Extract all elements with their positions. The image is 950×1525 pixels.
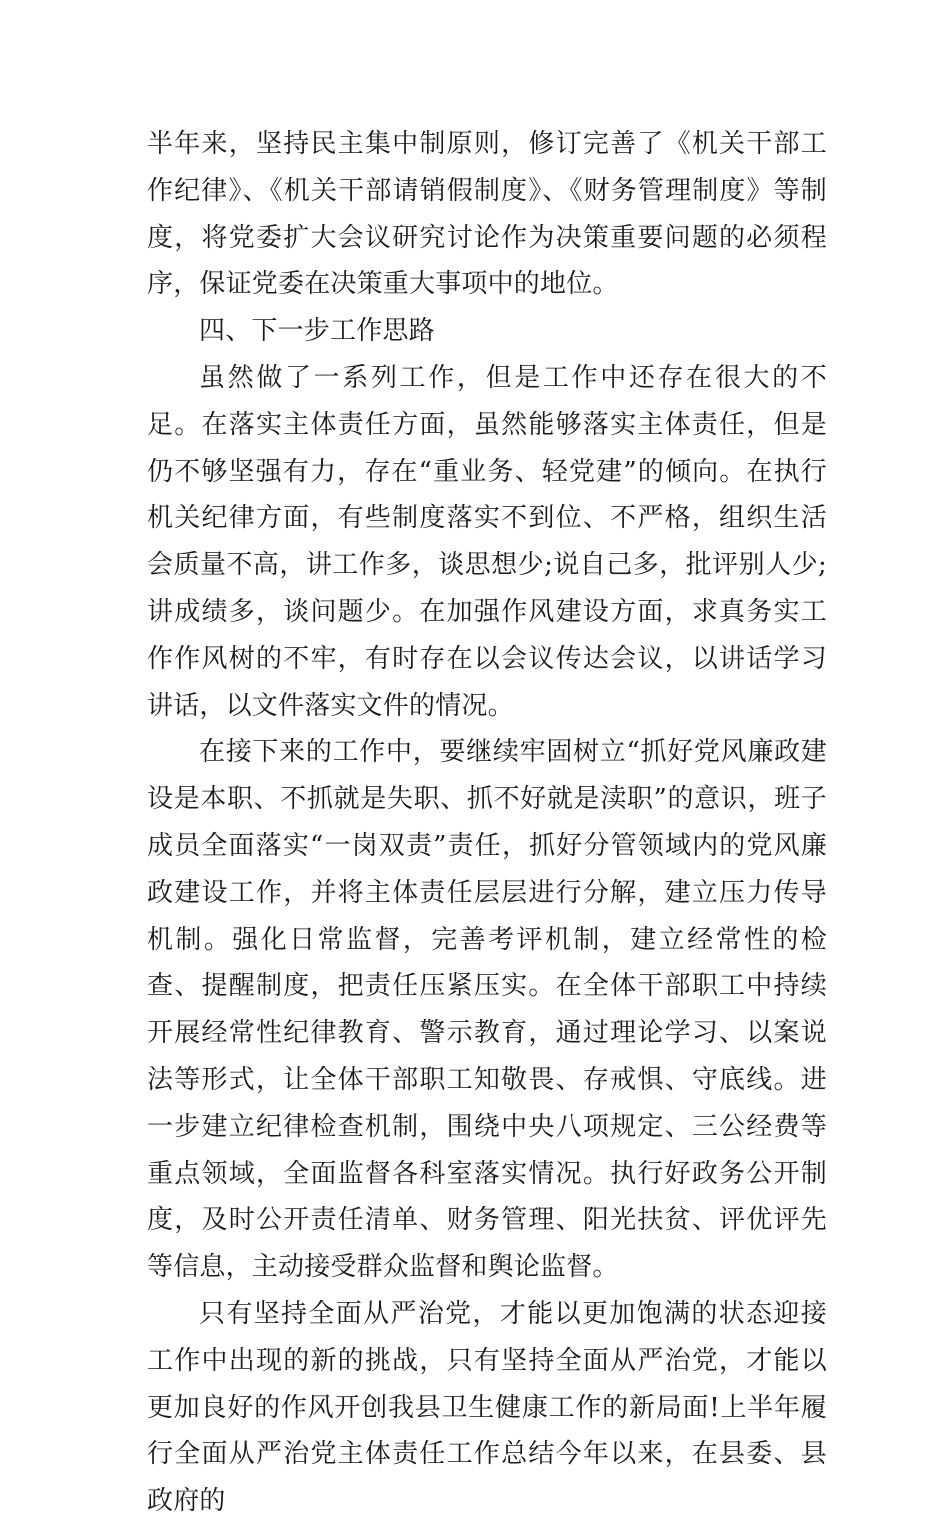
- paragraph-continuation: 半年来，坚持民主集中制原则，修订完善了《机关干部工作纪律》、《机关干部请销假制度》、《财务管理制度》等制度，将党委扩大会议研究讨论作为决策重要问题的必须程序，保证党委在决策重大事项中的地位。: [147, 129, 827, 300]
- paragraph-shortcomings: 虽然做了一系列工作，但是工作中还存在很大的不足。在落实主体责任方面，虽然能够落实主体责任，但是仍不够坚强有力，存在“重业务、轻党建”的倾向。在执行机关纪律方面，有些制度落实不到位、不严格，组织生活会质量不高，讲工作多，谈思想少;说自己多，批评别人少;讲成绩多，谈问题少。在加强作风建设方面，求真务实工作作风树的不牢，有时存在以会议传达会议，以讲话学习讲话，以文件落实文件的情况。: [147, 362, 827, 721]
- section-heading: 四、下一步工作思路: [199, 316, 435, 347]
- paragraph-conclusion: 只有坚持全面从严治党，才能以更加饱满的状态迎接工作中出现的新的挑战，只有坚持全面从严治党，才能以更加良好的作风开创我县卫生健康工作的新局面!上半年履行全面从严治党主体责任工作总结今年以来，在县委、县政府的: [147, 1298, 827, 1517]
- document-body: [147, 121, 827, 1525]
- paragraph-next-steps: 在接下来的工作中，要继续牢固树立“抓好党风廉政建设是本职、不抓就是失职、抓不好就是渎职”的意识，班子成员全面落实“一岗双责”责任，抓好分管领域内的党风廉政建设工作，并将主体责任层层进行分解，建立压力传导机制。强化日常监督，完善考评机制，建立经常性的检查、提醒制度，把责任压紧压实。在全体干部职工中持续开展经常性纪律教育、警示教育，通过理论学习、以案说法等形式，让全体干部职工知敬畏、存戒惧、守底线。进一步建立纪律检查机制，围绕中央八项规定、三公经费等重点领域，全面监督各科室落实情况。执行好政务公开制度，及时公开责任清单、财务管理、阳光扶贫、评优评先等信息，主动接受群众监督和舆论监督。: [147, 737, 827, 1283]
